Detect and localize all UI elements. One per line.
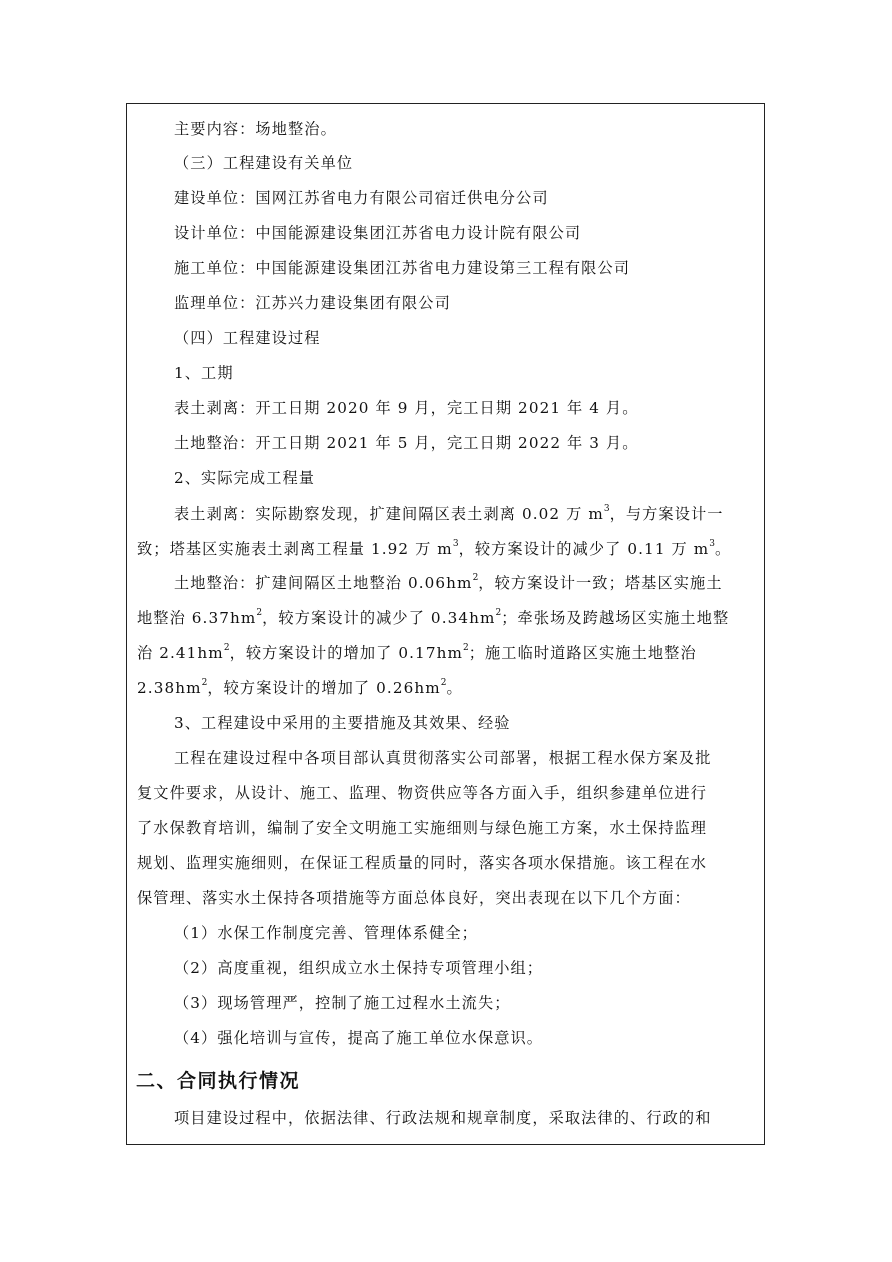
land-paragraph-line-1: 土地整治：扩建间隔区土地整治 $0.06hm^2$，较方案设计一致；塔基区实施土: [174, 572, 723, 592]
topsoil-paragraph-line-1: 表土剥离：实际勘察发现，扩建间隔区表土剥离 0.02 万 $m^3$，与方案设计一: [174, 503, 724, 523]
measures-paragraph-line: 复文件要求，从设计、施工、监理、物资供应等各方面入手，组织参建单位进行: [137, 784, 708, 802]
measures-list-item: （2）高度重视，组织成立水土保持专项管理小组；: [174, 959, 544, 977]
land-paragraph-line-4: $2.38hm^2$，较方案设计的增加了 $0.26hm^2$。: [137, 677, 463, 697]
schedule-title: 1、工期: [174, 364, 234, 382]
measures-paragraph-line: 规划、监理实施细则，在保证工程质量的同时，落实各项水保措施。该工程在水: [137, 854, 708, 872]
land-paragraph-line-2: 地整治 $6.37hm^2$，较方案设计的减少了 $0.34hm^2$；牵张场及跨越场区实施土地整: [137, 607, 730, 627]
topsoil-paragraph-line-2: 致；塔基区实施表土剥离工程量 1.92 万 $m^3$，较方案设计的减少了 0.11 万 $m^3$。: [137, 538, 732, 558]
measures-paragraph-line: 工程在建设过程中各项目部认真贯彻落实公司部署，根据工程水保方案及批: [174, 749, 712, 767]
main-content-line: 主要内容：场地整治。: [174, 120, 337, 138]
quantity-title: 2、实际完成工程量: [174, 469, 316, 487]
topsoil-period-line: 表土剥离：开工日期 2020 年 9 月，完工日期 2021 年 4 月。: [174, 399, 639, 417]
units-section-title: （三）工程建设有关单位: [174, 154, 354, 172]
build-unit-line: 施工单位：中国能源建设集团江苏省电力建设第三工程有限公司: [174, 259, 631, 277]
measures-paragraph-line: 保管理、落实水土保持各项措施等方面总体良好，突出表现在以下几个方面：: [137, 889, 691, 907]
land-paragraph-line-3: 治 $2.41hm^2$，较方案设计的增加了 $0.17hm^2$；施工临时道路区实施土地整治: [137, 642, 697, 662]
measures-list-item: （4）强化培训与宣传，提高了施工单位水保意识。: [174, 1029, 544, 1047]
measures-list-item: （1）水保工作制度完善、管理体系健全；: [174, 924, 478, 942]
content-frame: [126, 103, 765, 1145]
construction-unit-line: 建设单位：国网江苏省电力有限公司宿迁供电分公司: [174, 189, 549, 207]
contract-section-heading: 二、合同执行情况: [136, 1070, 301, 1092]
supervision-unit-line: 监理单位：江苏兴力建设集团有限公司: [174, 294, 451, 312]
land-period-line: 土地整治：开工日期 2021 年 5 月，完工日期 2022 年 3 月。: [174, 434, 639, 452]
process-section-title: （四）工程建设过程: [174, 329, 321, 347]
measures-list-item: （3）现场管理严，控制了施工过程水土流失；: [174, 994, 511, 1012]
design-unit-line: 设计单位：中国能源建设集团江苏省电力设计院有限公司: [174, 224, 582, 242]
contract-paragraph-line: 项目建设过程中，依据法律、行政法规和规章制度，采取法律的、行政的和: [174, 1109, 712, 1127]
measures-paragraph-line: 了水保教育培训，编制了安全文明施工实施细则与绿色施工方案，水土保持监理: [137, 819, 708, 837]
measures-title: 3、工程建设中采用的主要措施及其效果、经验: [174, 714, 511, 732]
